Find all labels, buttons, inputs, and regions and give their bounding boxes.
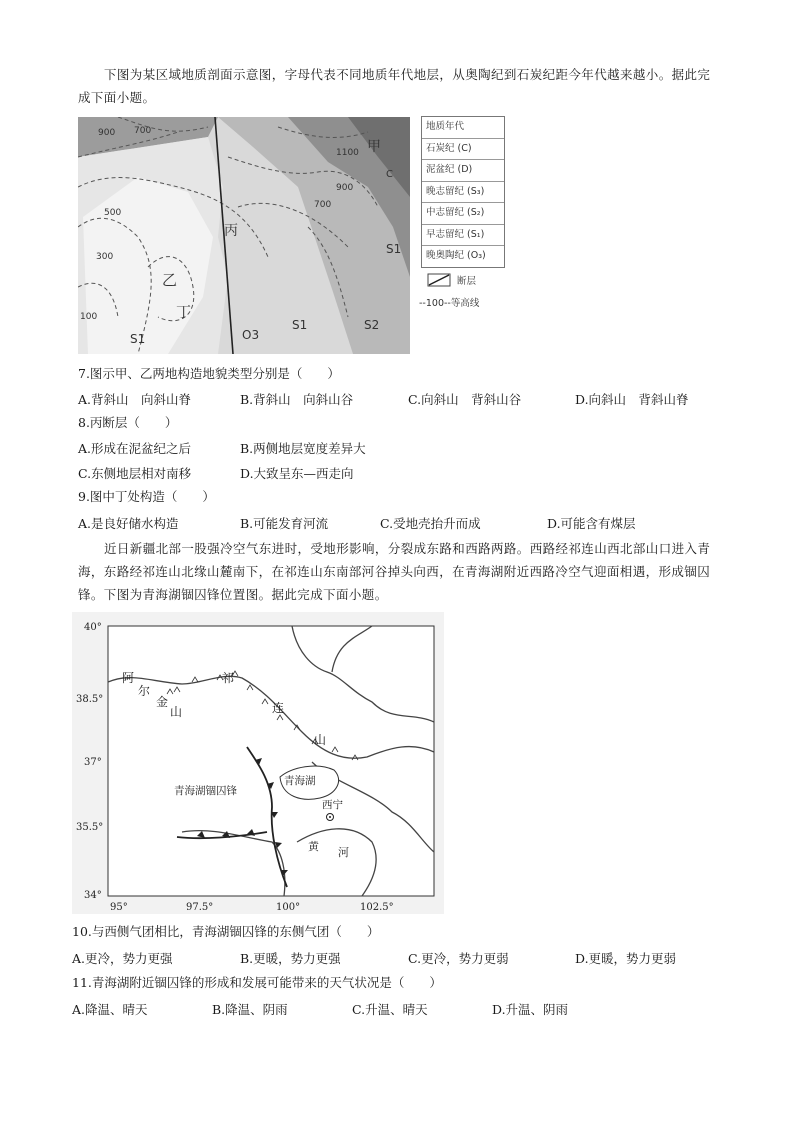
q9-option-b[interactable]: B.可能发育河流 [240,516,329,531]
mountain-char: 阿 [122,671,135,685]
mountain-char: 祁 [222,671,235,685]
stratum-label: S2 [364,318,380,332]
mountain-char: 山 [170,705,183,719]
city-label: 西宁 [322,799,343,811]
q8-option-a[interactable]: A.形成在泥盆纪之后 [78,441,192,456]
contour-legend-label: --100--等高线 [419,298,480,309]
lon-label: 97.5° [186,902,214,913]
mountain-char: 尔 [138,684,151,698]
contour-label: 700 [314,200,332,210]
river-char: 黄 [308,840,319,853]
lon-label: 95° [110,902,128,913]
stratum-label: O3 [242,328,260,342]
question-9: 9.图中丁处构造（ ） [78,489,215,504]
legend-item: 晚志留纪 (S₃) [422,182,504,204]
question-7: 7.图示甲、乙两地构造地貌类型分别是（ ） [78,366,340,381]
intro-paragraph-2: 近日新疆北部一股强冷空气东进时，受地形影响，分裂成东路和西路两路。西路经祁连山西北部山口进入青海，东路经祁连山北缘山麓南下，在祁连山东南部河谷掉头向西，在青海湖附近西路冷空气迎面相遇，形成锢囚锋。下图为青海湖锢囚锋位置图。据此完成下面小题。 [78,541,711,602]
contour-label: 300 [96,252,114,262]
q7-option-c[interactable]: C.向斜山 背斜山谷 [408,392,522,407]
lon-label: 102.5° [360,902,394,913]
lat-label: 37° [84,757,102,768]
geology-legend [419,116,505,309]
legend-item: 早志留纪 (S₁) [422,225,504,247]
label-c: C [386,169,393,180]
mountain-char: 金 [156,695,169,709]
question-10: 10.与西侧气团相比，青海湖锢囚锋的东侧气团（ ） [72,924,380,939]
q10-option-b[interactable]: B.更暖，势力更强 [240,951,341,966]
q11-option-d[interactable]: D.升温、阴雨 [492,1002,569,1017]
lake-label: 青海湖 [284,775,316,787]
lat-label: 40° [84,622,102,633]
fault-legend-label: 断层 [457,276,477,287]
contour-label: 700 [134,126,152,136]
q9-option-c[interactable]: C.受地壳抬升而成 [380,516,481,531]
q10-option-c[interactable]: C.更冷，势力更弱 [408,951,509,966]
q9-option-a[interactable]: A.是良好储水构造 [78,516,179,531]
contour-label: 1100 [336,148,359,158]
q11-option-b[interactable]: B.降温、阴雨 [212,1002,288,1017]
geologic-section-map [78,117,410,354]
contour-label: 900 [98,128,116,138]
q8-option-d[interactable]: D.大致呈东—西走向 [240,466,354,481]
question-8: 8.丙断层（ ） [78,415,178,430]
qinghai-front-map [72,612,444,914]
lat-label: 38.5° [76,694,104,705]
q7-option-b[interactable]: B.背斜山 向斜山谷 [240,392,354,407]
question-11: 11.青海湖附近锢囚锋的形成和发展可能带来的天气状况是（ ） [72,975,442,990]
legend-item: 泥盆纪 (D) [422,160,504,182]
label-yi: 乙 [162,271,178,289]
q7-option-a[interactable]: A.背斜山 向斜山脊 [78,392,192,407]
q8-option-b[interactable]: B.两侧地层宽度差异大 [240,441,366,456]
fault-legend-icon [427,273,451,287]
river-char: 河 [338,846,349,859]
stratum-label: S1 [292,318,308,332]
legend-title: 地质年代 [422,117,504,139]
q11-option-c[interactable]: C.升温、晴天 [352,1002,428,1017]
lat-label: 35.5° [76,822,104,833]
q7-option-d[interactable]: D.向斜山 背斜山脊 [575,392,689,407]
contour-label: 900 [336,183,354,193]
label-jia: 甲 [367,139,381,155]
lon-label: 100° [276,902,301,913]
intro-paragraph-1: 下图为某区域地质剖面示意图，字母代表不同地质年代地层，从奥陶纪到石炭纪距今年代越来越小。据此完成下面小题。 [78,67,711,105]
legend-item: 石炭纪 (C) [422,139,504,161]
label-ding: 丁 [176,303,192,321]
lat-label: 34° [84,890,102,901]
label-bing: 丙 [224,223,238,239]
contour-label: 100 [80,312,98,322]
legend-item: 晚奥陶纪 (O₃) [426,250,486,261]
q10-option-a[interactable]: A.更冷，势力更强 [72,951,173,966]
q9-option-d[interactable]: D.可能含有煤层 [547,516,636,531]
legend-item: 中志留纪 (S₂) [422,203,504,225]
q11-option-a[interactable]: A.降温、晴天 [72,1002,148,1017]
contour-label: 500 [104,208,122,218]
q10-option-d[interactable]: D.更暖，势力更弱 [575,951,677,966]
q8-option-c[interactable]: C.东侧地层相对南移 [78,466,192,481]
front-label: 青海湖锢囚锋 [174,785,237,797]
mountain-char: 连 [272,701,285,715]
mountain-char: 山 [314,733,327,747]
stratum-label: S1 [386,242,402,256]
stratum-label: S1 [130,332,146,346]
